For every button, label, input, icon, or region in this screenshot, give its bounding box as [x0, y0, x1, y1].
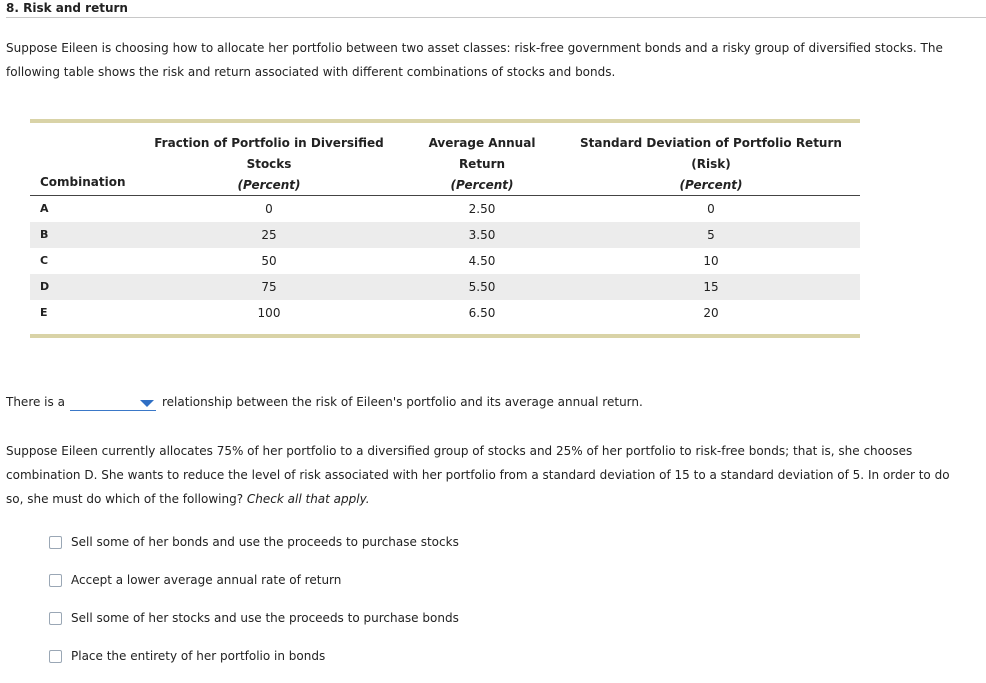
option-accept-lower-return[interactable] — [49, 572, 341, 588]
option-label: Accept a lower average annual rate of return — [71, 573, 342, 587]
cell-stocks: 25 — [261, 228, 277, 242]
header-combination: Combination — [40, 175, 126, 189]
cell-combination: D — [40, 280, 50, 293]
table-bottom-bar — [30, 334, 860, 338]
cell-combination: A — [40, 202, 49, 215]
cell-return: 2.50 — [468, 202, 496, 216]
cell-stocks: 75 — [261, 280, 277, 294]
risk-return-table — [30, 119, 860, 338]
cell-risk: 5 — [707, 228, 715, 242]
question-title: 8. Risk and return — [6, 0, 986, 18]
cell-return: 6.50 — [468, 306, 496, 320]
checkbox[interactable] — [49, 612, 62, 625]
cell-risk: 10 — [703, 254, 719, 268]
cell-stocks: 0 — [265, 202, 273, 216]
dropdown-arrow-icon[interactable] — [140, 400, 154, 407]
checkbox[interactable] — [49, 536, 62, 549]
option-label: Sell some of her stocks and use the proceeds to purchase bonds — [71, 611, 459, 625]
scenario-text: Suppose Eileen currently allocates 75% of her portfolio to a diversified group of stocks and 25% of her portfolio to risk-free bonds; that is, she chooses combination D. She wants to reduce the level of risk associated with her portfolio from a standard deviation of 15 to a standard deviation of 5. In order to do so, she must do which of the following? Check all that apply. — [6, 444, 950, 506]
cell-stocks: 50 — [261, 254, 277, 268]
cell-risk: 0 — [707, 202, 715, 216]
cell-return: 5.50 — [468, 280, 496, 294]
table-row — [30, 222, 860, 248]
header-return: Average Annual Return (Percent) — [428, 136, 536, 192]
cell-stocks: 100 — [257, 306, 281, 320]
checkbox[interactable] — [49, 574, 62, 587]
option-sell-bonds-buy-stocks[interactable] — [49, 534, 459, 550]
cell-return: 4.50 — [468, 254, 496, 268]
option-label: Place the entirety of her portfolio in bonds — [71, 649, 326, 663]
relationship-dropdown[interactable] — [70, 398, 156, 411]
option-sell-stocks-buy-bonds[interactable] — [49, 610, 459, 626]
cell-risk: 20 — [703, 306, 719, 320]
table-header — [30, 123, 860, 196]
cell-risk: 15 — [703, 280, 719, 294]
table-row — [30, 274, 860, 300]
intro-text: Suppose Eileen is choosing how to allocate her portfolio between two asset classes: risk-free government bonds and a risky group of diversified stocks. The following table shows the risk and return associated with different combinations of stocks and bonds. — [6, 41, 943, 79]
header-stocks: Fraction of Portfolio in Diversified Stocks (Percent) — [154, 136, 384, 192]
dropdown-suffix: relationship between the risk of Eileen's portfolio and its average annual return. — [162, 395, 643, 409]
scenario-instruction: Check all that apply. — [246, 492, 370, 506]
cell-combination: E — [40, 306, 48, 319]
cell-combination: C — [40, 254, 49, 267]
cell-return: 3.50 — [468, 228, 496, 242]
checkbox[interactable] — [49, 650, 62, 663]
dropdown-prefix: There is a — [6, 395, 65, 409]
header-risk: Standard Deviation of Portfolio Return (Risk) (Percent) — [580, 136, 842, 192]
option-label: Sell some of her bonds and use the proceeds to purchase stocks — [71, 535, 459, 549]
cell-combination: B — [40, 228, 49, 241]
table-row — [30, 300, 860, 326]
option-all-bonds[interactable] — [49, 648, 325, 664]
table-row — [30, 196, 860, 222]
table-row — [30, 248, 860, 274]
